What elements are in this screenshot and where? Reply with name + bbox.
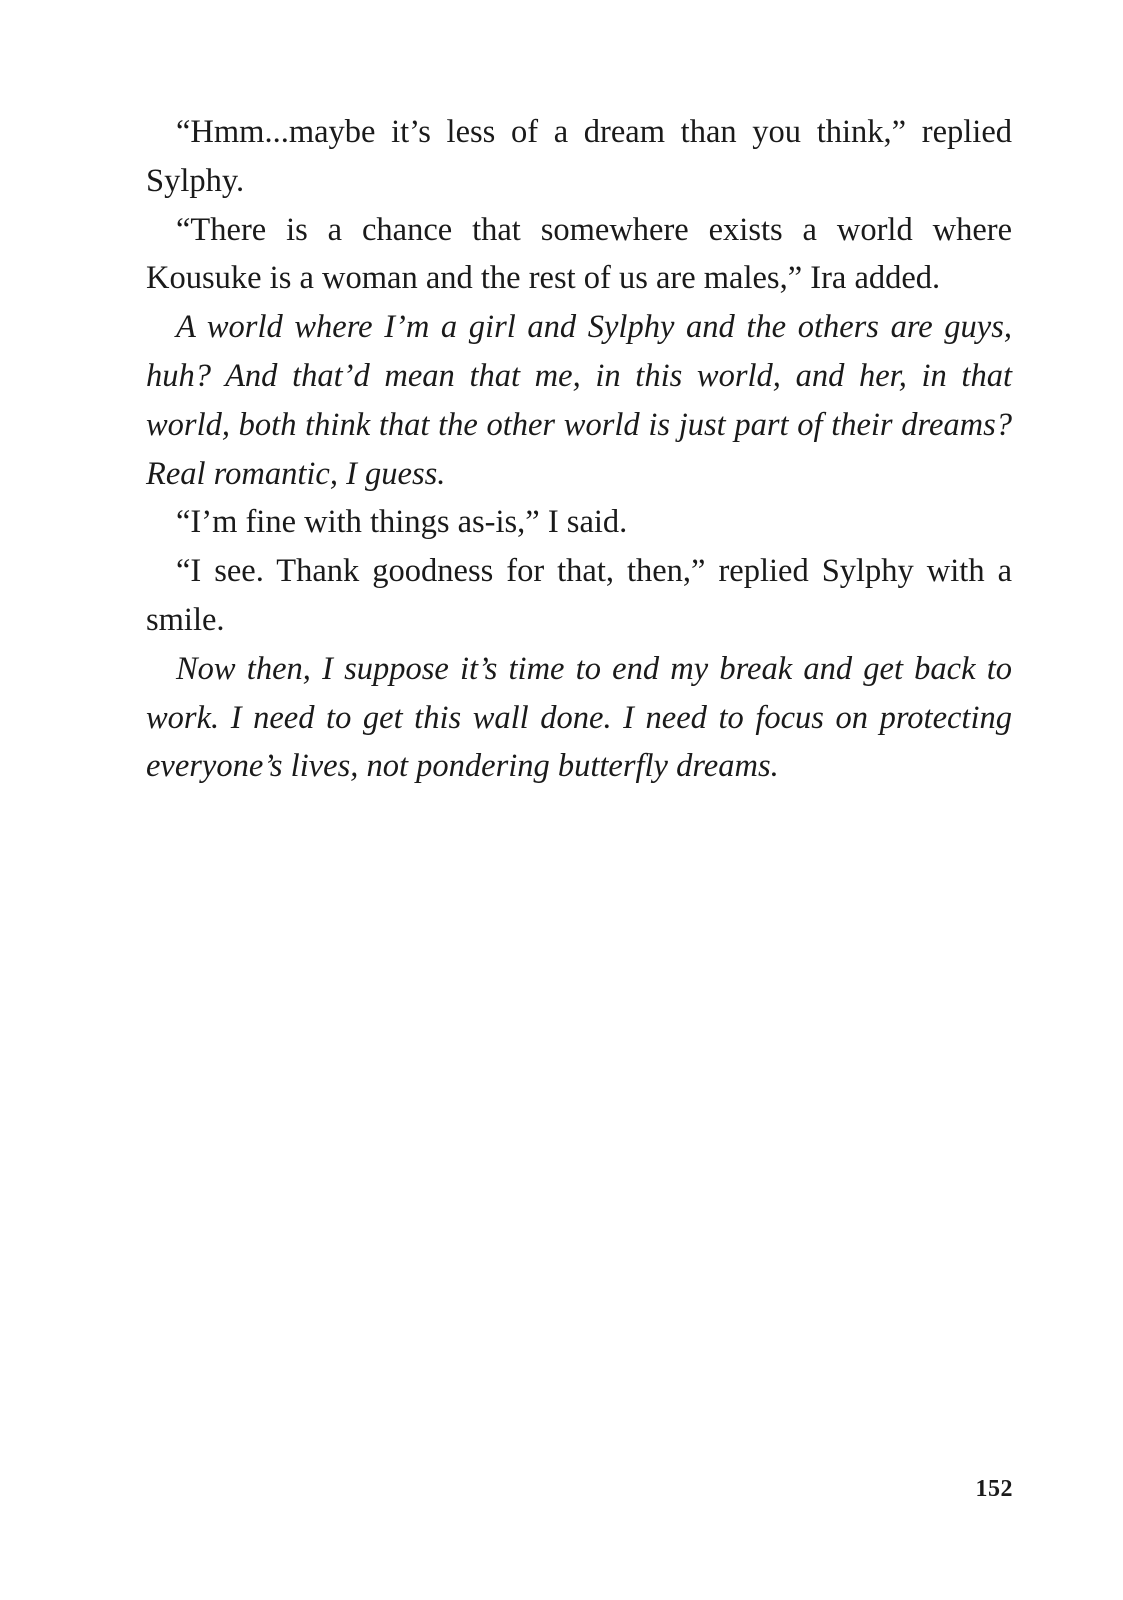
paragraph-sylphy-reply: “Hmm...maybe it’s less of a dream than you think,” replied Sylphy. [146, 114, 1012, 199]
paragraph-inner-thought-world: A world where I’m a girl and Sylphy and the others are guys, huh? And that’d mean that me, in this world, and her, in that world, both think that the other world is just part of their dreams? Real romantic, I guess. [146, 309, 1012, 492]
paragraph-ira-added: “There is a chance that somewhere exists a world where Kousuke is a woman and the rest of us are males,” Ira added. [146, 211, 1012, 297]
paragraph-thank-goodness: “I see. Thank goodness for that, then,” replied Sylphy with a smile. [146, 553, 1012, 638]
paragraph-inner-thought-work: Now then, I suppose it’s time to end my break and get back to work. I need to get this wall done. I need to focus on protecting everyone’s lives, not pondering butterfly dreams. [146, 650, 1012, 785]
book-page-body [146, 108, 1012, 791]
paragraph-fine-as-is: “I’m fine with things as-is,” I said. [176, 504, 628, 541]
page-number: 152 [975, 1476, 1013, 1502]
